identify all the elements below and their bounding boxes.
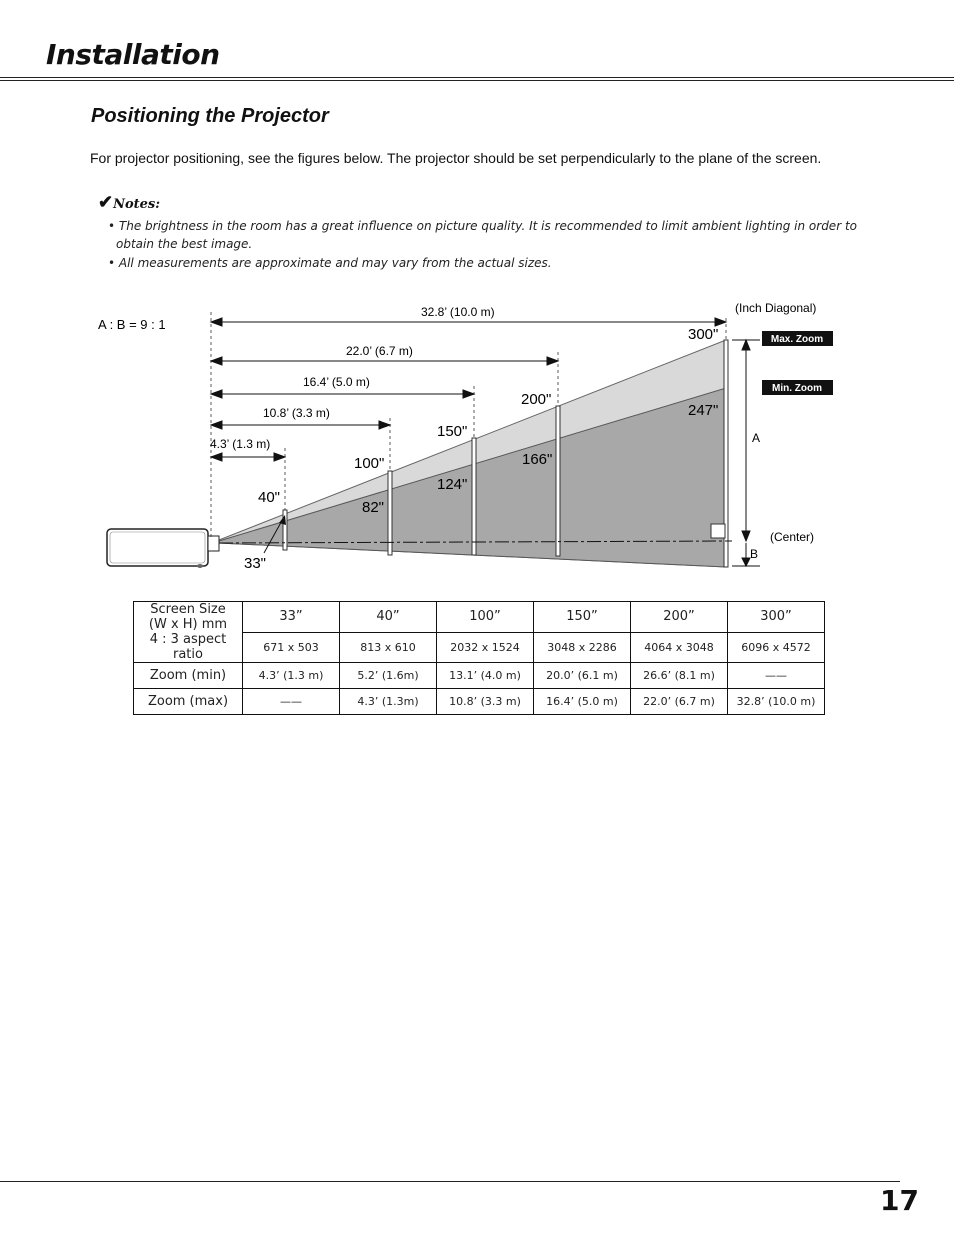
min-size-label-247: 247" (688, 402, 719, 419)
dimension-cell: 4064 x 3048 (631, 632, 728, 663)
min-size-label-124: 124" (437, 476, 468, 493)
zoom-min-cell: 26.6’ (8.1 m) (631, 663, 728, 689)
zoom-max-cell: 10.8’ (3.3 m) (437, 689, 534, 715)
header-rule-secondary (0, 80, 954, 81)
table-row (134, 663, 825, 689)
projection-distance-diagram (0, 290, 954, 580)
dimension-cell: 671 x 503 (243, 632, 340, 663)
intro-paragraph: For projector positioning, see the figures below. The projector should be set perpendicularly to the plane of the screen. (90, 150, 822, 166)
dimension-cell: 2032 x 1524 (437, 632, 534, 663)
header-line: 4 : 3 aspect ratio (149, 632, 227, 662)
zoom-max-cell: 32.8’ (10.0 m) (728, 689, 825, 715)
max-size-label-200: 200" (521, 391, 552, 408)
projector-icon (107, 529, 219, 568)
size-cell: 200” (631, 602, 728, 633)
distance-label-300: 32.8’ (10.0 m) (421, 305, 495, 319)
dimension-cell: 813 x 610 (340, 632, 437, 663)
notes-list (108, 217, 868, 273)
table-header-cell (134, 602, 243, 663)
zoom-max-cell: 16.4’ (5.0 m) (534, 689, 631, 715)
zoom-min-cell: 20.0’ (6.1 m) (534, 663, 631, 689)
zoom-min-cell: —— (728, 663, 825, 689)
distance-label-100: 10.8’ (3.3 m) (263, 406, 330, 420)
screen-200 (556, 406, 560, 556)
zoom-max-cell: 22.0’ (6.7 m) (631, 689, 728, 715)
size-cell: 33” (243, 602, 340, 633)
screen-150 (472, 438, 476, 555)
zoom-min-cell: 5.2’ (1.6m) (340, 663, 437, 689)
zoom-min-cell: 13.1’ (4.0 m) (437, 663, 534, 689)
ratio-label: A : B = 9 : 1 (98, 317, 166, 332)
size-cell: 40” (340, 602, 437, 633)
distance-label-40: 4.3’ (1.3 m) (210, 437, 271, 451)
dimension-cell: 3048 x 2286 (534, 632, 631, 663)
note-item: • The brightness in the room has a great influence on picture quality. It is recommended to limit ambient lighting in order to obtain the best image. (108, 219, 857, 251)
footer-rule (0, 1181, 900, 1182)
size-cell: 300” (728, 602, 825, 633)
dimension-a-label: A (752, 431, 761, 445)
header-line: Screen Size (150, 602, 226, 617)
max-size-label-40: 40" (258, 489, 281, 506)
min-zoom-label: Min. Zoom (772, 383, 822, 394)
zoom-max-cell: —— (243, 689, 340, 715)
zoom-max-label: Zoom (max) (134, 689, 243, 715)
center-label: (Center) (770, 530, 815, 544)
header-line: (W x H) mm (148, 617, 228, 632)
dimension-cell: 6096 x 4572 (728, 632, 825, 663)
header-rule (0, 77, 954, 78)
size-cell: 100” (437, 602, 534, 633)
center-marker (711, 524, 725, 538)
projection-distance-table (133, 601, 825, 715)
page-number: 17 (880, 1184, 919, 1217)
notes-heading (98, 192, 160, 213)
max-size-label-150: 150" (437, 423, 468, 440)
zoom-max-cell: 4.3’ (1.3m) (340, 689, 437, 715)
table-row (134, 602, 825, 633)
dimension-b-label: B (750, 547, 759, 561)
table-row (134, 689, 825, 715)
chapter-title: Installation (46, 38, 220, 71)
zoom-min-cell: 4.3’ (1.3 m) (243, 663, 340, 689)
section-title: Positioning the Projector (91, 105, 329, 127)
max-size-label-100: 100" (354, 455, 385, 472)
size-cell: 150” (534, 602, 631, 633)
min-size-label-33: 33" (244, 555, 267, 572)
note-item: • All measurements are approximate and may vary from the actual sizes. (108, 256, 552, 270)
inch-diagonal-label: (Inch Diagonal) (735, 301, 817, 315)
max-size-label-300: 300" (688, 326, 719, 343)
zoom-min-label: Zoom (min) (134, 663, 243, 689)
checkmark-icon: ✔ (98, 192, 114, 213)
distance-label-150: 16.4’ (5.0 m) (303, 375, 370, 389)
notes-heading-label: Notes: (113, 197, 161, 212)
min-size-label-166: 166" (522, 451, 553, 468)
distance-label-200: 22.0’ (6.7 m) (346, 344, 413, 358)
max-zoom-label: Max. Zoom (770, 334, 824, 345)
min-size-label-82: 82" (362, 499, 385, 516)
